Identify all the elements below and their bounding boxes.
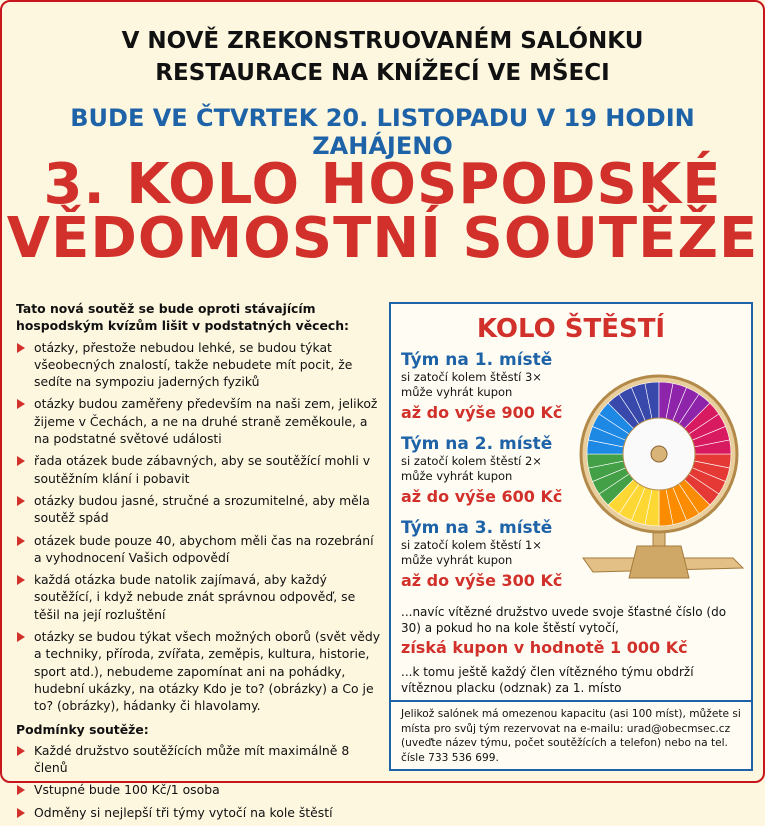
rule-text: otázek bude pouze 40, abychom měli čas na rozebrání a vyhodnocení Vašich odpovědí bbox=[34, 532, 374, 565]
rule-text: řada otázek bude zábavných, aby se soutěžící mohli v soutěžním klání i pobavit bbox=[34, 453, 371, 486]
lucky-number-note: ...navíc vítězné družstvo uvede svoje šťastné číslo (do 30) a pokud ho na kole štěstí vytočí, bbox=[401, 605, 727, 635]
team-desc: může vyhrát kupon bbox=[401, 385, 513, 399]
condition-text: Odměny si nejlepší tři týmy vytočí na kole štěstí bbox=[34, 804, 333, 820]
triangle-bullet-icon bbox=[17, 808, 25, 818]
team-desc: může vyhrát kupon bbox=[401, 553, 513, 567]
team-desc: si zatočí kolem štěstí 1× bbox=[401, 538, 542, 552]
main-title-line-2: VĚDOMOSTNÍ SOUTĚŽE bbox=[6, 206, 759, 271]
rules-column bbox=[16, 300, 381, 826]
triangle-bullet-icon bbox=[17, 343, 25, 353]
team-amount: až do výše 600 Kč bbox=[401, 487, 563, 506]
rules-intro: Tato nová soutěž se bude oproti stávajícím hospodským kvízům lišit v podstatných věcech: bbox=[16, 301, 350, 334]
rule-item bbox=[16, 339, 381, 391]
triangle-bullet-icon bbox=[17, 456, 25, 466]
rule-item bbox=[16, 532, 381, 567]
triangle-bullet-icon bbox=[17, 496, 25, 506]
rule-item bbox=[16, 492, 381, 527]
rule-item bbox=[16, 628, 381, 714]
triangle-bullet-icon bbox=[17, 536, 25, 546]
condition-text: Vstupné bude 100 Kč/1 osoba bbox=[34, 782, 220, 798]
team-prize-1 bbox=[401, 350, 601, 424]
rule-text: otázky budou zaměřeny především na naši zem, jelikož žijeme v Čechách, a ne na druhé straně zeměkoule, a na podstatné světové události bbox=[34, 396, 378, 447]
rule-text: otázky, přestože nebudou lehké, se budou týkat všeobecných znalostí, takže nebudete mít pocit, že sedíte na sympoziu jaderných fyziků bbox=[34, 339, 353, 390]
team-prize-2 bbox=[401, 434, 601, 508]
team-name: Tým na 2. místě bbox=[401, 434, 553, 454]
header-line-1: V NOVĚ ZREKONSTRUOVANÉM SALÓNKU bbox=[121, 28, 644, 54]
wheel-of-fortune-illustration bbox=[573, 372, 745, 580]
team-desc: může vyhrát kupon bbox=[401, 469, 513, 483]
badge-note: ...k tomu ještě každý člen vítězného týmu obdrží vítěznou placku (odznak) za 1. místo bbox=[401, 665, 694, 695]
main-title-line-1: 3. KOLO HOSPODSKÉ bbox=[43, 152, 722, 217]
rule-text: otázky se budou týkat všech možných oborů (svět vědy a techniky, příroda, zvířata, zeměpis, kultura, historie, sport atd.), nebudeme zapomínat ani na pohádky, hudební ukázky, na otázky Kdo je to? (obrázky) a Co je to? (obrázky), hádanky či hlavolamy. bbox=[34, 629, 381, 714]
rules-list bbox=[16, 339, 381, 715]
team-amount: až do výše 900 Kč bbox=[401, 403, 563, 422]
header-date-line: BUDE VE ČTVRTEK 20. LISTOPADU V 19 HODIN ZAHÁJENO bbox=[70, 104, 695, 160]
team-desc: si zatočí kolem štěstí 3× bbox=[401, 370, 542, 384]
condition-text: Každé družstvo soutěžících může mít maximálně 8 členů bbox=[34, 742, 350, 776]
rule-text: každá otázka bude natolik zajímavá, aby každý soutěžící, i když nebude znát správnou odpověď, se těšil na její rozluštění bbox=[34, 572, 356, 622]
triangle-bullet-icon bbox=[17, 632, 25, 642]
triangle-bullet-icon bbox=[17, 399, 25, 409]
condition-item bbox=[16, 781, 381, 798]
header-line-2: RESTAURACE NA KNÍŽECÍ VE MŠECI bbox=[155, 60, 610, 86]
rule-text: otázky budou jasné, stručné a srozumitelné, aby měla soutěž spád bbox=[34, 492, 370, 526]
triangle-bullet-icon bbox=[17, 746, 25, 756]
rule-item bbox=[16, 395, 381, 447]
team-name: Tým na 1. místě bbox=[401, 350, 553, 370]
triangle-bullet-icon bbox=[17, 575, 25, 585]
condition-item bbox=[16, 742, 381, 777]
conditions-title: Podmínky soutěže: bbox=[16, 721, 149, 737]
coupon-highlight: získá kupon v hodnotě 1 000 Kč bbox=[401, 638, 688, 657]
wheel-title: KOLO ŠTĚSTÍ bbox=[476, 314, 666, 344]
team-amount: až do výše 300 Kč bbox=[401, 571, 563, 590]
triangle-bullet-icon bbox=[17, 785, 25, 795]
rule-item bbox=[16, 571, 381, 623]
wheel-icon bbox=[573, 372, 745, 580]
reservation-info: Jelikož salónek má omezenou kapacitu (asi 100 míst), můžete si místa pro svůj tým rezervovat na e-mailu: urad@obecmsec.cz (uveďte název týmu, počet soutěžících a telefon) nebo na tel. čísle 733 536 699. bbox=[391, 700, 751, 769]
wheel-of-fortune-box bbox=[389, 302, 753, 771]
team-name: Tým na 3. místě bbox=[401, 518, 553, 538]
condition-item bbox=[16, 804, 381, 821]
team-desc: si zatočí kolem štěstí 2× bbox=[401, 454, 542, 468]
team-prize-3 bbox=[401, 518, 601, 592]
rule-item bbox=[16, 452, 381, 487]
conditions-list bbox=[16, 742, 381, 821]
